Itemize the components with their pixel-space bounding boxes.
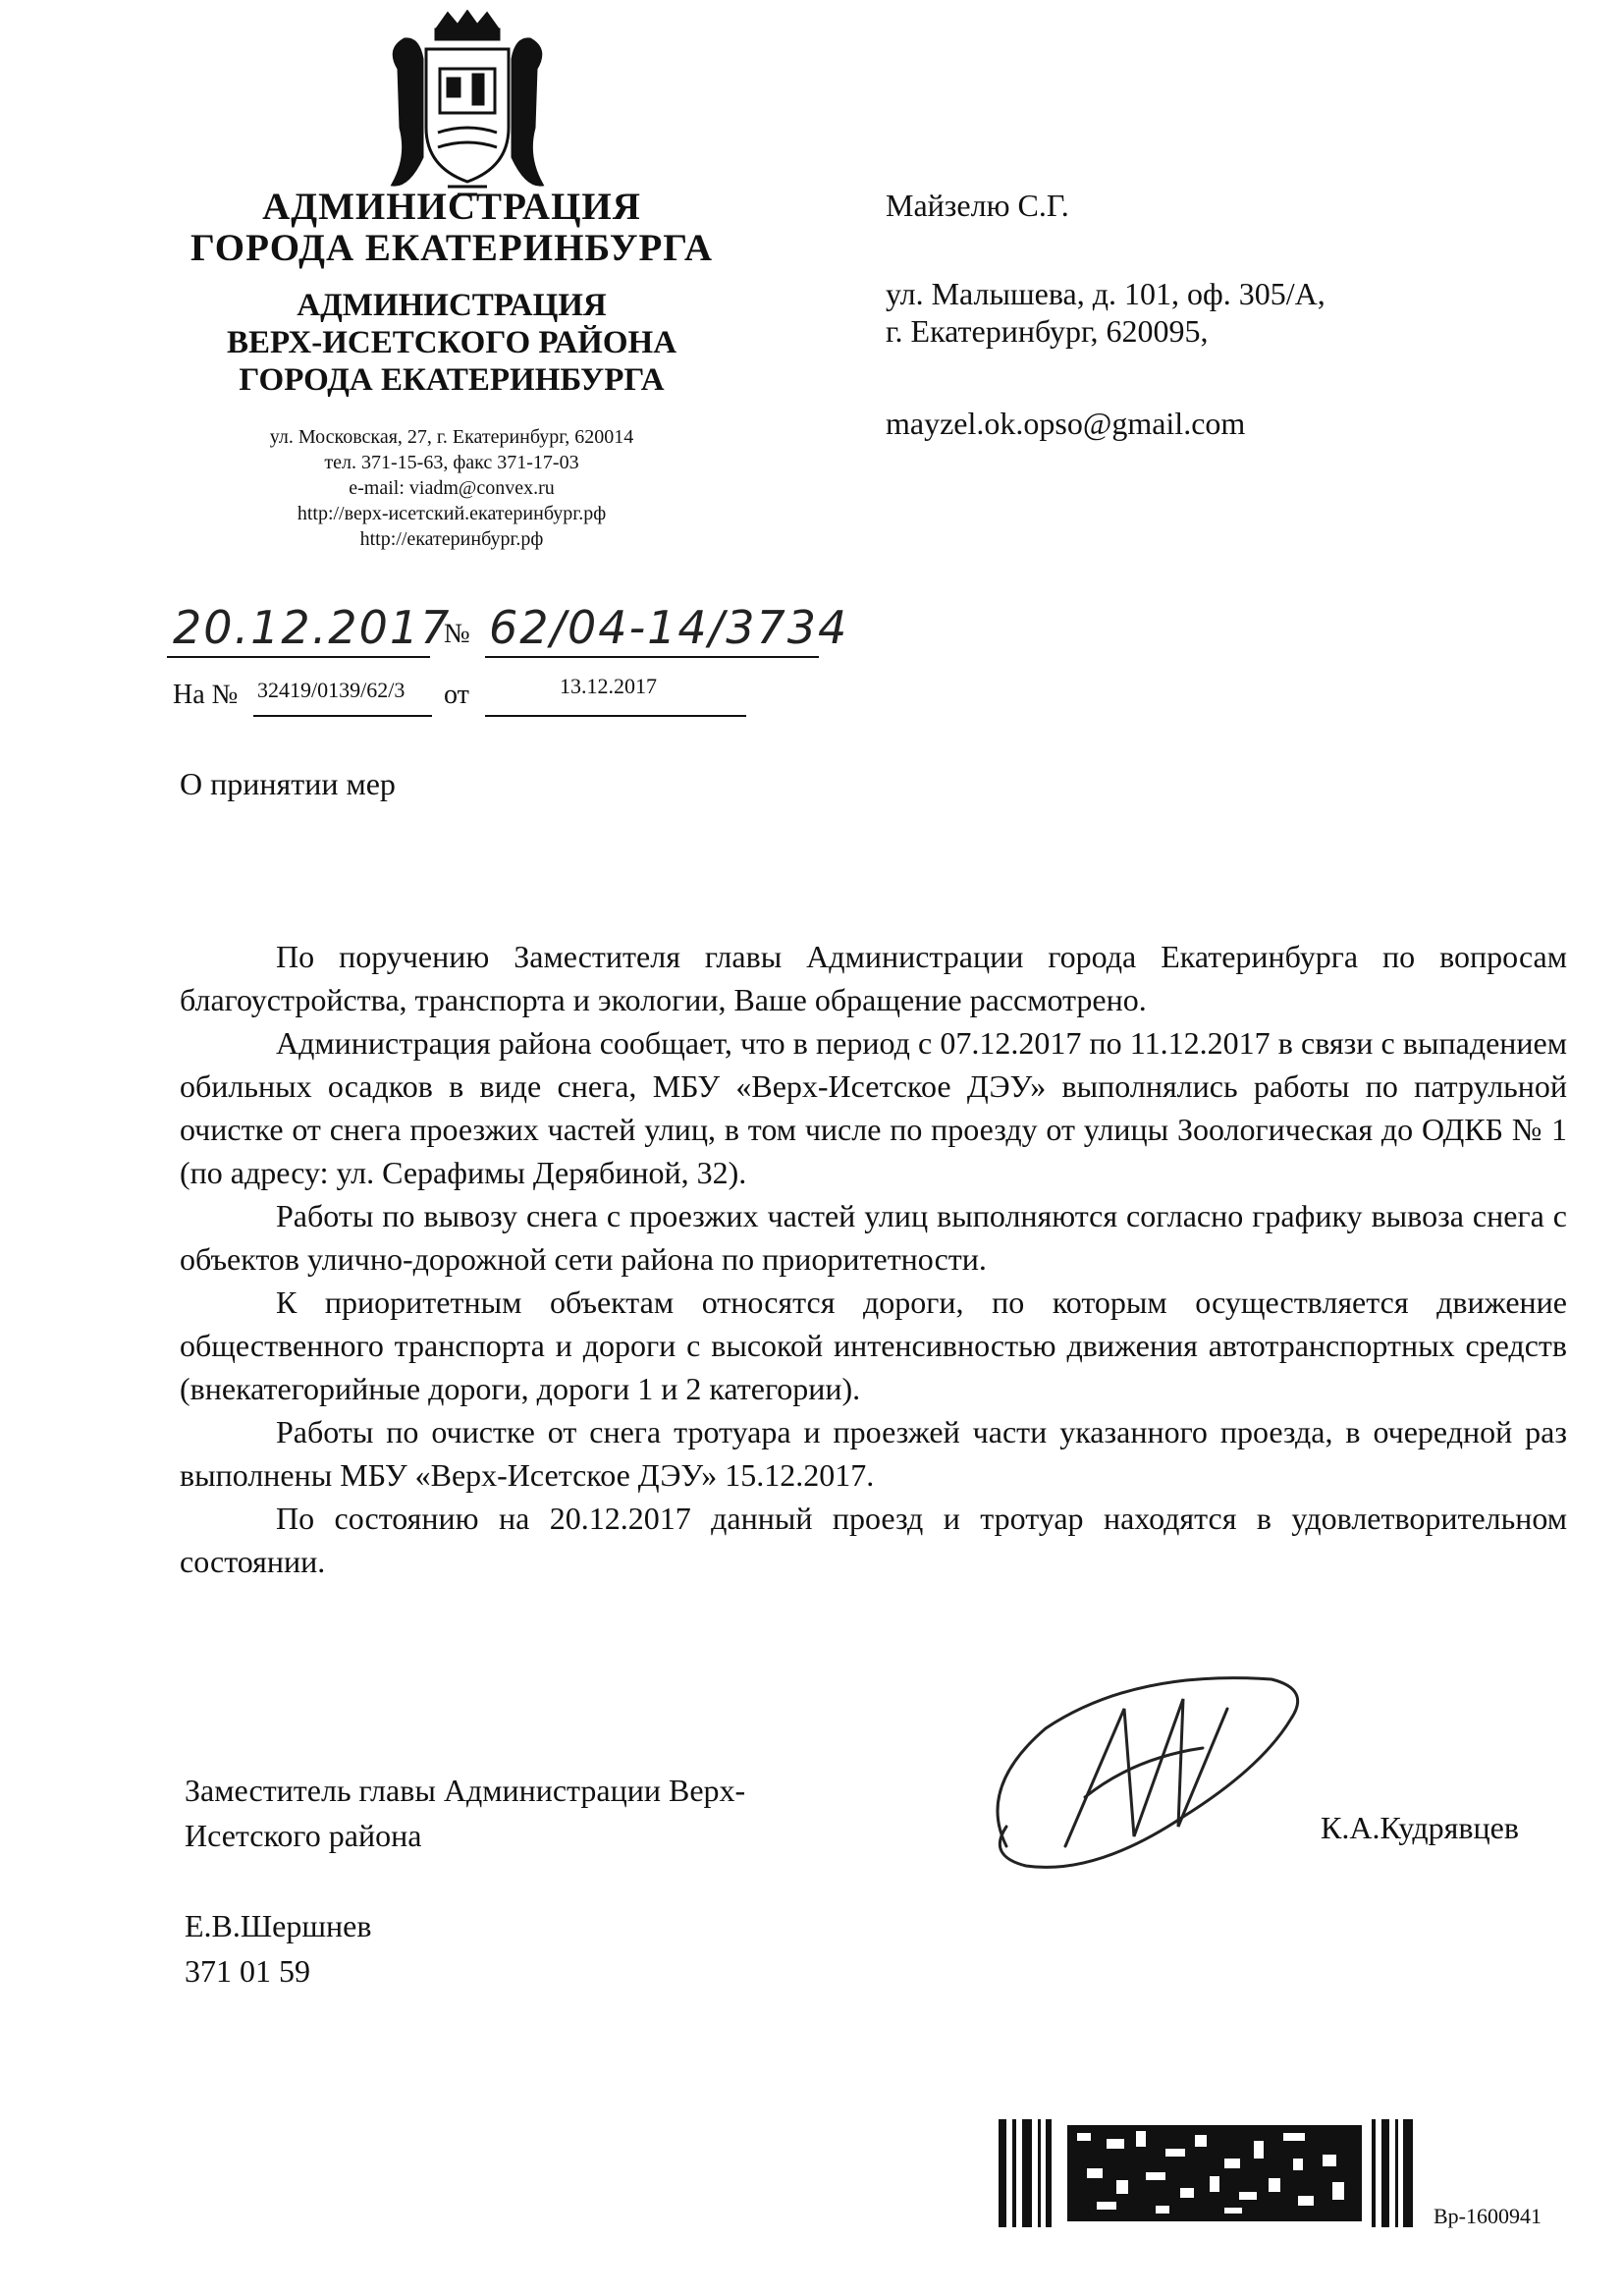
recipient-name: Майзелю С.Г. — [886, 188, 1069, 223]
date-underline — [167, 656, 430, 658]
dept-line-1: АДМИНИСТРАЦИЯ — [297, 288, 607, 323]
org-site-2: http://екатеринбург.рф — [359, 528, 544, 550]
number-label: № — [444, 619, 470, 649]
registration-number: 62/04-14/3734 — [489, 601, 849, 654]
handwritten-signature-icon — [967, 1650, 1321, 1905]
body-paragraph: Администрация района сообщает, что в период с 07.12.2017 по 11.12.2017 в связи с выпадением обильных осадков в виде снега, МБУ «Верх-Исетское ДЭУ» выполнялись работы по патрульной очистке от снега проезжих частей улиц, в том числе по проезду от улицы Зоологическая до ОДКБ № 1 (по адресу: ул. Серафимы Дерябиной, 32). — [180, 1025, 1567, 1190]
recipient-email: mayzel.ok.opso@gmail.com — [886, 406, 1246, 441]
letter-subject: О принятии мер — [180, 766, 396, 801]
ref-number-underline — [253, 715, 432, 717]
position-line-2: Исетского района — [185, 1818, 422, 1853]
executor-info — [185, 1903, 371, 1994]
reference-label: На № — [173, 680, 239, 710]
body-paragraph: По состоянию на 20.12.2017 данный проезд и тротуар находятся в удовлетворительном состоянии. — [180, 1501, 1567, 1579]
dept-line-3: ГОРОДА ЕКАТЕРИНБУРГА — [239, 362, 665, 398]
org-address: ул. Московская, 27, г. Екатеринбург, 620014 — [269, 426, 634, 448]
reference-date: 13.12.2017 — [560, 674, 657, 698]
department-name — [128, 287, 776, 399]
letter-body — [180, 935, 1567, 1583]
organization-name — [128, 187, 776, 269]
executor-phone: 371 01 59 — [185, 1953, 310, 1989]
org-line-2: ГОРОДА ЕКАТЕРИНБУРГА — [189, 227, 714, 269]
signatory-position — [185, 1768, 892, 1858]
org-phone: тел. 371-15-63, факс 371-17-03 — [324, 452, 579, 473]
city-emblem-icon — [379, 10, 556, 201]
recipient-street: ул. Малышева, д. 101, оф. 305/А, — [886, 276, 1325, 311]
ref-date-underline — [485, 715, 746, 717]
signer-name: К.А.Кудрявцев — [1321, 1810, 1519, 1845]
dept-line-2: ВЕРХ-ИСЕТСКОГО РАЙОНА — [226, 325, 677, 360]
organization-contacts — [177, 424, 727, 552]
body-paragraph: К приоритетным объектам относятся дороги, по которым осуществляется движение общественного транспорта и дороги с высокой интенсивностью движения автотранспортных средств (внекатегорийные дороги, дороги 1 и 2 категории). — [180, 1285, 1567, 1406]
org-email: e-mail: viadm@convex.ru — [349, 477, 555, 499]
document-code: Вр-1600941 — [1434, 2204, 1542, 2228]
body-paragraph: Работы по вывозу снега с проезжих частей улиц выполняются согласно графику вывоза снега с объектов улично-дорожной сети района по приоритетности. — [180, 1198, 1567, 1277]
position-line-1: Заместитель главы Администрации Верх- — [185, 1773, 746, 1808]
barcode-icon — [999, 2119, 1421, 2227]
reference-from-label: от — [444, 680, 469, 710]
recipient-address — [886, 275, 1325, 350]
reference-number: 32419/0139/62/3 — [257, 678, 406, 702]
number-underline — [485, 656, 819, 658]
recipient-city: г. Екатеринбург, 620095, — [886, 313, 1209, 349]
org-line-1: АДМИНИСТРАЦИЯ — [262, 186, 641, 228]
registration-date: 20.12.2017 — [173, 601, 452, 654]
executor-name: Е.В.Шершнев — [185, 1908, 372, 1943]
body-paragraph: По поручению Заместителя главы Администрации города Екатеринбурга по вопросам благоустройства, транспорта и экологии, Ваше обращение рассмотрено. — [180, 939, 1567, 1017]
org-site-1: http://верх-исетский.екатеринбург.рф — [297, 503, 607, 524]
body-paragraph: Работы по очистке от снега тротуара и проезжей части указанного проезда, в очередной раз выполнены МБУ «Верх-Исетское ДЭУ» 15.12.2017. — [180, 1414, 1567, 1493]
